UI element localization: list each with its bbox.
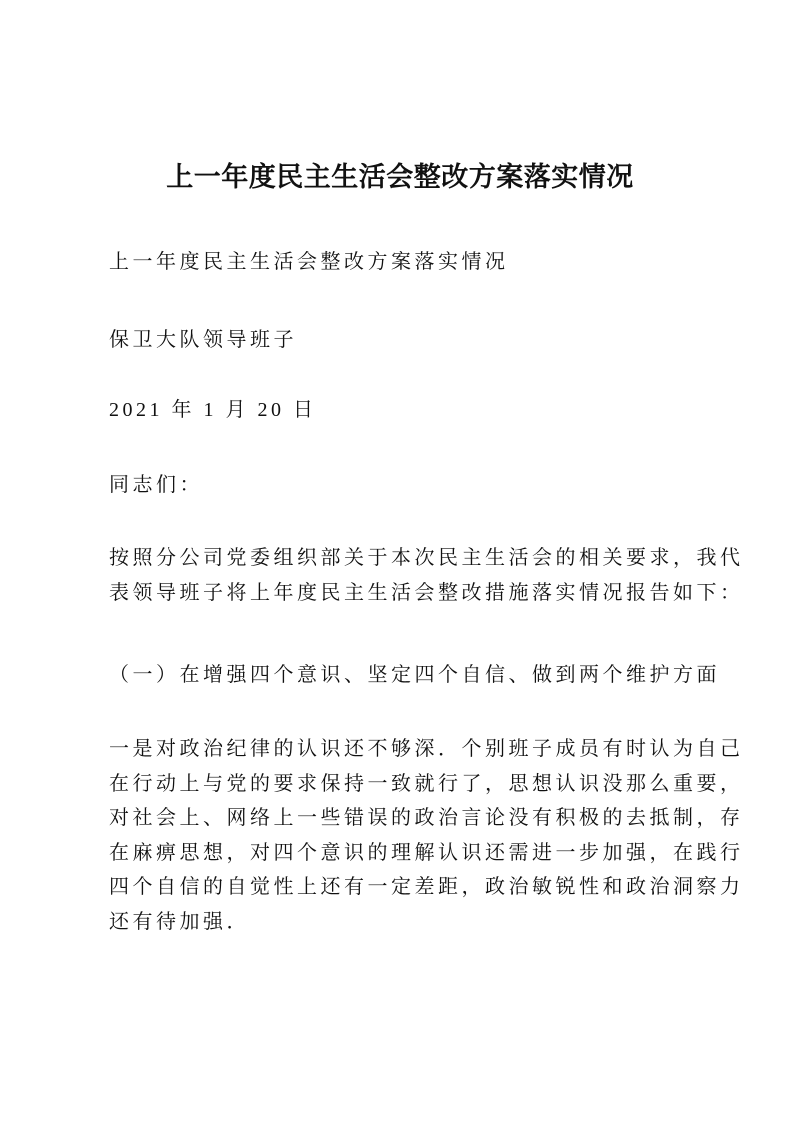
document-title: 上一年度民主生活会整改方案落实情况 [166, 162, 634, 193]
body-line: 对社会上、网络上一些错误的政治言论没有积极的去抵制，存 [109, 805, 744, 829]
document-subtitle: 上一年度民主生活会整改方案落实情况 [109, 249, 509, 273]
intro-line: 按照分公司党委组织部关于本次民主生活会的相关要求，我代 [109, 545, 744, 569]
section-heading: （一）在增强四个意识、坚定四个自信、做到两个维护方面 [109, 662, 720, 686]
body-line: 在麻痹思想，对四个意识的理解认识还需进一步加强，在践行 [109, 839, 744, 864]
salutation: 同志们： [109, 472, 203, 496]
date-line: 2021 年 1 月 20 日 [109, 399, 317, 421]
author-line: 保卫大队领导班子 [109, 327, 297, 351]
body-line: 在行动上与党的要求保持一致就行了，思想认识没那么重要， [109, 770, 744, 795]
body-line: 一是对政治纪律的认识还不够深．个别班子成员有时认为自己 [109, 736, 744, 760]
body-line: 还有待加强． [109, 908, 250, 933]
body-paragraph [109, 731, 744, 938]
intro-line: 表领导班子将上年度民主生活会整改措施落实情况报告如下： [109, 579, 744, 604]
body-line: 四个自信的自觉性上还有一定差距，政治敏锐性和政治洞察力 [109, 874, 744, 898]
intro-paragraph [109, 540, 744, 609]
